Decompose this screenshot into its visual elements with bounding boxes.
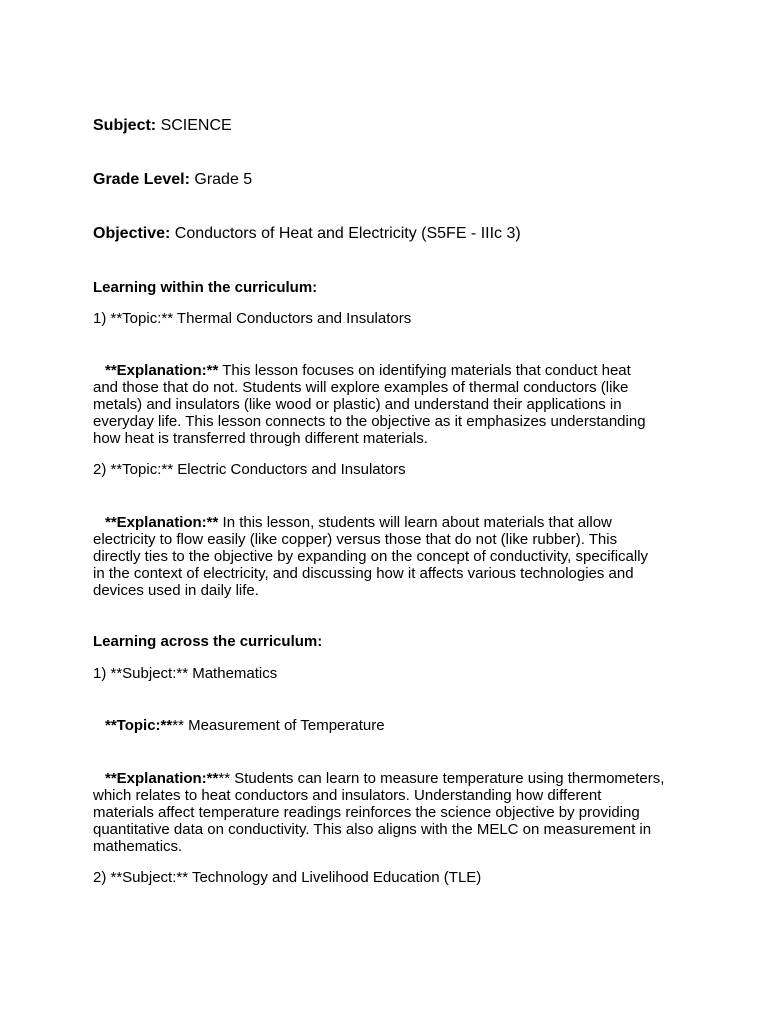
within-item1-expl-label: **Explanation:**	[105, 362, 219, 379]
within-item2-expl-line: devices used in daily life.	[93, 582, 259, 599]
across-item1-topic-label: **Topic:**	[105, 717, 173, 734]
across-item1-expl-line: quantitative data on conductivity. This also aligns with the MELC on measurement in	[93, 821, 652, 838]
within-item1-topic: 1) **Topic:** Thermal Conductors and Insulators	[93, 310, 412, 327]
objective-value: Conductors of Heat and Electricity (S5FE - IIIc 3)	[170, 225, 521, 242]
across-heading: Learning across the curriculum:	[93, 633, 323, 650]
across-item2-subject: 2) **Subject:** Technology and Livelihood Education (TLE)	[93, 869, 482, 886]
objective-line	[93, 224, 521, 243]
within-item2-expl-line: In this lesson, students will learn about materials that allow	[218, 514, 612, 531]
across-item1-expl-line: mathematics.	[93, 838, 183, 855]
across-item1-expl-label: **Explanation:**	[105, 770, 219, 787]
grade-line	[93, 170, 252, 189]
subject-value: SCIENCE	[156, 117, 232, 134]
within-item1-expl-line: and those that do not. Students will explore examples of thermal conductors (like	[93, 379, 629, 396]
within-item2-explanation	[93, 514, 683, 599]
subject-label: Subject:	[93, 117, 157, 134]
across-item1-subject: 1) **Subject:** Mathematics	[93, 665, 278, 682]
within-item2-expl-line: electricity to flow easily (like copper) versus those that do not (like rubber). This	[93, 531, 618, 548]
within-item1-explanation	[93, 362, 683, 447]
within-item2-expl-line: directly ties to the objective by expanding on the concept of conductivity, specifically	[93, 548, 649, 565]
within-heading: Learning within the curriculum:	[93, 279, 318, 296]
grade-label: Grade Level:	[93, 171, 190, 188]
grade-value: Grade 5	[189, 171, 253, 188]
within-item1-expl-line: metals) and insulators (like wood or plastic) and understand their applications in	[93, 396, 622, 413]
across-item1-expl-line: ** Students can learn to measure temperature using thermometers,	[218, 770, 665, 787]
within-item2-expl-line: in the context of electricity, and discussing how it affects various technologies and	[93, 565, 634, 582]
within-item1-expl-line: everyday life. This lesson connects to the objective as it emphasizes understanding	[93, 413, 646, 430]
within-item1-expl-line: This lesson focuses on identifying materials that conduct heat	[218, 362, 631, 379]
within-item2-topic: 2) **Topic:** Electric Conductors and Insulators	[93, 461, 406, 478]
within-item1-expl-line: how heat is transferred through different materials.	[93, 430, 428, 447]
within-item2-expl-label: **Explanation:**	[105, 514, 219, 531]
objective-label: Objective:	[93, 225, 171, 242]
across-item1-explanation	[93, 770, 683, 855]
across-item1-topic	[93, 717, 385, 734]
across-item1-expl-line: materials affect temperature readings reinforces the science objective by providing	[93, 804, 640, 821]
across-item1-expl-line: which relates to heat conductors and insulators. Understanding how different	[93, 787, 602, 804]
subject-line	[93, 116, 232, 135]
across-item1-topic-value: ** Measurement of Temperature	[172, 717, 385, 734]
